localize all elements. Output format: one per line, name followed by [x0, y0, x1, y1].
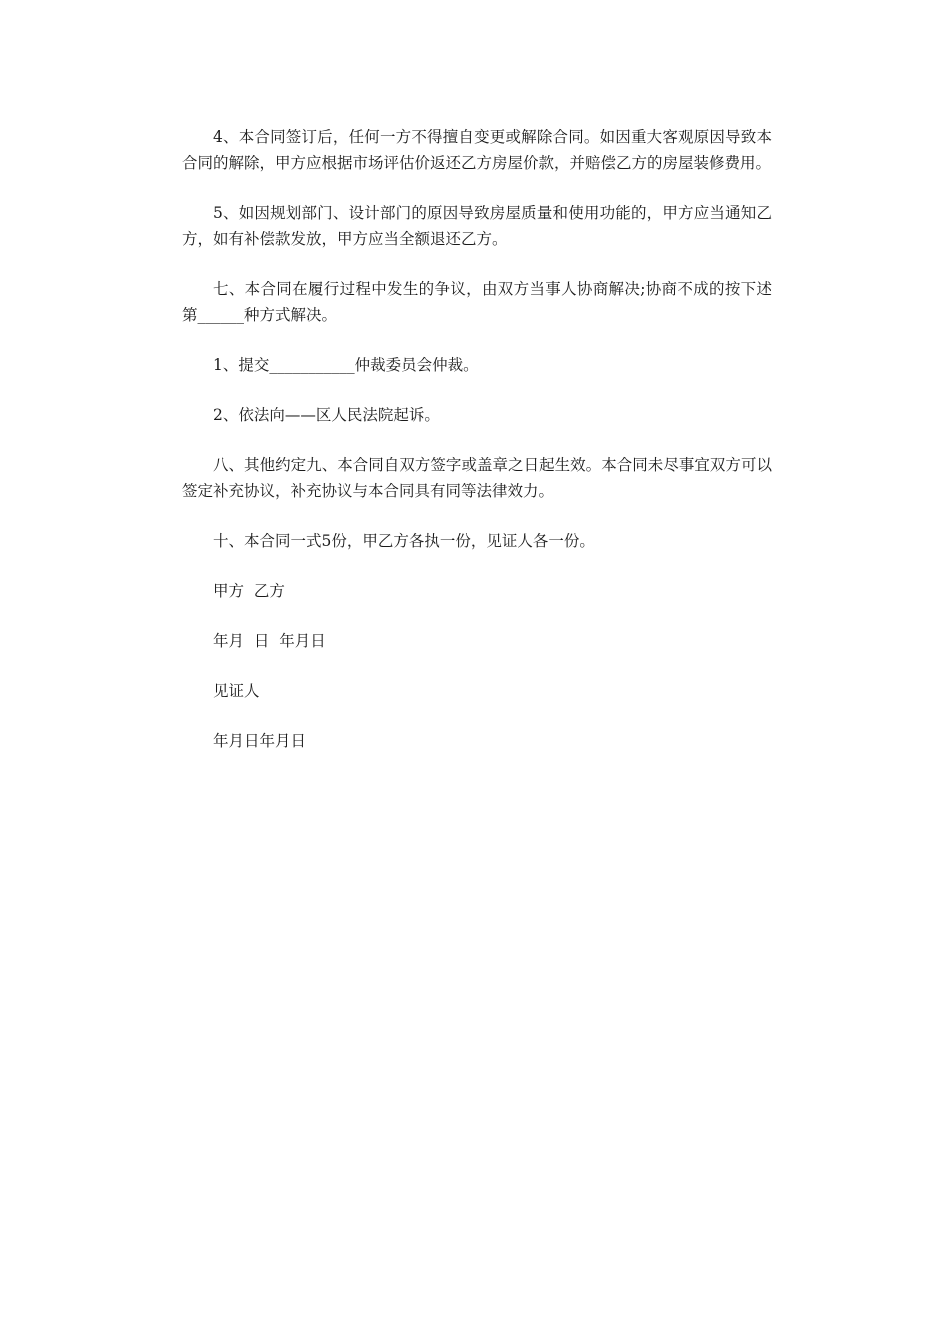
witness-dates: 年月日年月日 — [213, 732, 307, 750]
clause-8-9-other-effectiveness: 八、其他约定九、本合同自双方签字或盖章之日起生效。本合同未尽事宜双方可以签定补充协议，补充协议与本合同具有同等法律效力。 — [182, 456, 772, 500]
signature-parties: 甲方 乙方 — [213, 582, 285, 600]
clause-4-termination: 4、本合同签订后，任何一方不得擅自变更或解除合同。如因重大客观原因导致本合同的解除，甲方应根据市场评估价返还乙方房屋价款，并赔偿乙方的房屋装修费用。 — [182, 128, 772, 172]
clause-5-compensation: 5、如因规划部门、设计部门的原因导致房屋质量和使用功能的，甲方应当通知乙方，如有补偿款发放，甲方应当全额退还乙方。 — [182, 204, 772, 248]
dispute-option-arbitration: 1、提交___________仲裁委员会仲裁。 — [213, 356, 479, 374]
clause-7-disputes: 七、本合同在履行过程中发生的争议，由双方当事人协商解决;协商不成的按下述第______种方式解决。 — [182, 280, 772, 324]
clause-10-copies: 十、本合同一式5份，甲乙方各执一份，见证人各一份。 — [213, 532, 595, 550]
dispute-option-court: 2、依法向——区人民法院起诉。 — [213, 406, 440, 424]
document-body — [182, 124, 772, 778]
witness-label: 见证人 — [213, 682, 260, 700]
signature-dates: 年月 日 年月日 — [213, 632, 326, 650]
